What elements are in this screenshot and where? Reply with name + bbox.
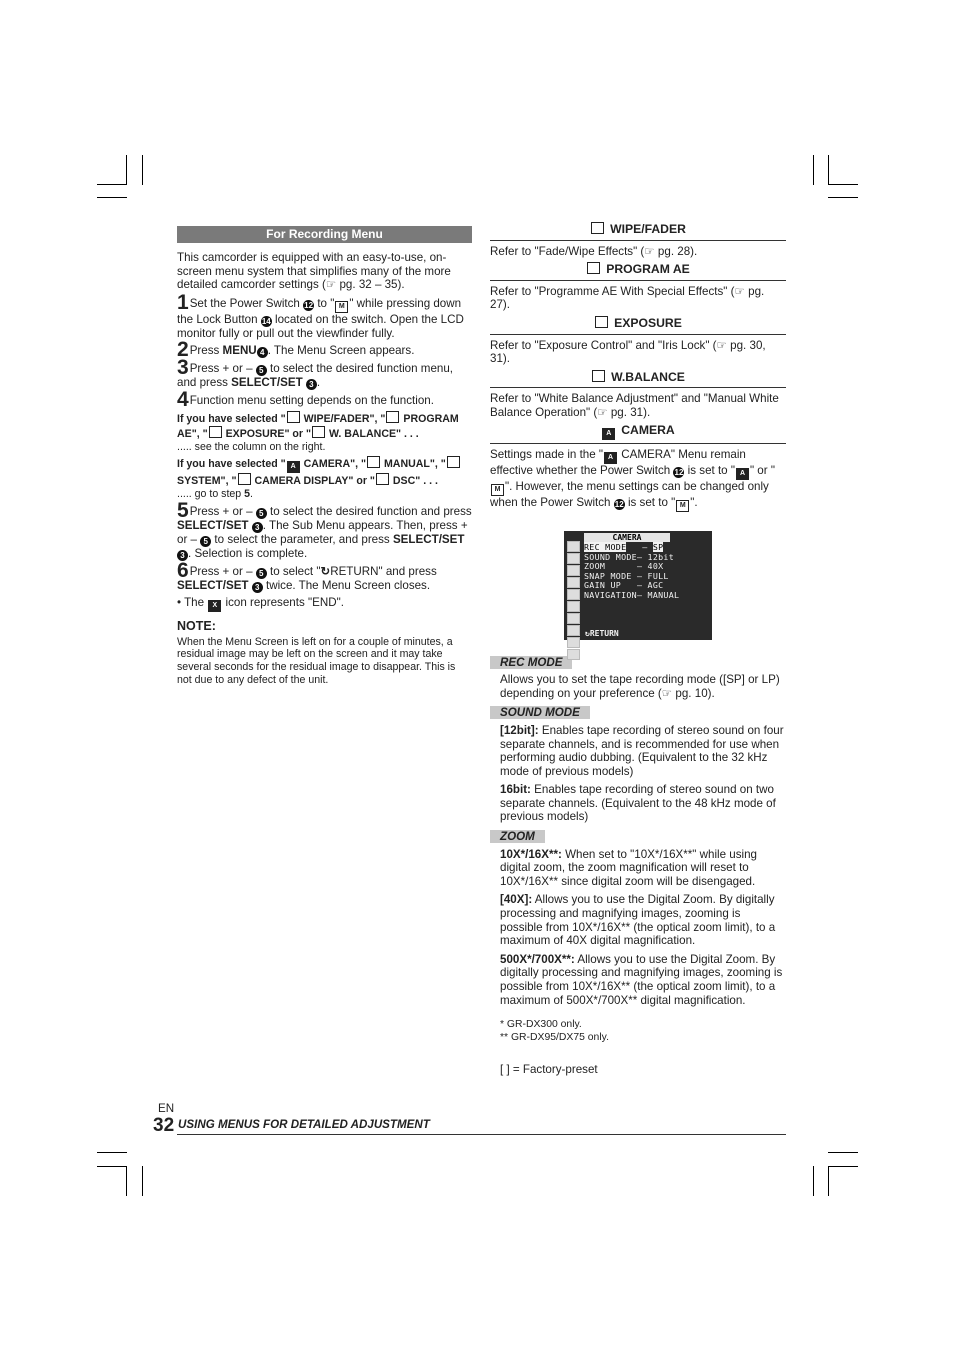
note-text: If you have selected " — [177, 412, 286, 425]
sound-16bit-body — [500, 783, 786, 824]
option-label: 500X*/700X**: — [500, 952, 575, 966]
crop-mark — [126, 1166, 127, 1196]
reference-icon: ☞ — [734, 284, 745, 298]
wipe-fader-icon — [287, 411, 300, 423]
callout-3-icon: 3 — [252, 522, 263, 533]
return-arrow-icon: ↻ — [585, 629, 590, 638]
reference-icon: ☞ — [716, 338, 727, 352]
step-text: Press — [189, 344, 223, 358]
option-label: 10X*/16X**: — [500, 847, 562, 861]
callout-12-icon: 12 — [674, 467, 684, 477]
step-4 — [177, 388, 472, 412]
heading-text: EXPOSURE — [614, 315, 682, 330]
lcd-menu-screen — [564, 531, 712, 640]
callout-5-icon: 5 — [256, 568, 267, 579]
lcd-row-sound-mode: SOUND MODE– 12bit — [584, 551, 675, 562]
step-number: 2 — [177, 338, 189, 362]
body-text: Settings made in the " — [490, 447, 604, 461]
crop-mark — [828, 155, 829, 185]
body-text: Enables tape recording of stereo sound on four separate channels, and is recommended for use when performing audio dubbing. (Equivalent to the 32 kHz mode of previous models) — [500, 723, 784, 778]
step-text: to " — [314, 296, 335, 310]
note-text: WIPE/FADER", " — [300, 412, 386, 425]
crop-mark — [828, 1166, 858, 1167]
end-icon — [567, 649, 580, 660]
lcd-row-separator: – — [626, 542, 653, 552]
camera-icon: A — [287, 461, 300, 473]
system-icon — [447, 456, 460, 468]
wipe-fader-heading — [490, 222, 786, 241]
note-text: CAMERA DISPLAY" or " — [251, 475, 375, 488]
menu-button-label: MENU — [222, 344, 257, 358]
crop-mark — [97, 184, 127, 185]
callout-3-icon: 3 — [177, 550, 188, 561]
step-text: . The Sub Menu appears. Then, press + or – — [177, 518, 468, 546]
dsc-icon — [567, 637, 580, 648]
white-balance-icon — [592, 370, 605, 382]
lcd-row-rec-mode-value: SP — [652, 542, 664, 552]
footer-section-title: USING MENUS FOR DETAILED ADJUSTMENT — [178, 1118, 430, 1131]
program-ae-icon — [386, 411, 399, 423]
callout-3-icon: 3 — [252, 582, 263, 593]
body-text: pg. 27). — [490, 284, 765, 312]
note-text: MANUAL", " — [381, 458, 446, 471]
sound-mode-subheading: SOUND MODE — [490, 706, 590, 719]
right-column — [490, 222, 786, 1080]
callout-4-icon: 4 — [257, 347, 268, 358]
footer-rule — [177, 1134, 786, 1135]
wipe-fader-icon — [591, 222, 604, 234]
option-label: [40X]: — [500, 893, 533, 907]
reference-icon: ☞ — [644, 244, 655, 258]
end-icon-bullet — [177, 596, 472, 612]
lcd-row-gain-up: GAIN UP – AGC — [584, 580, 664, 591]
body-text: pg. 10). — [672, 686, 715, 700]
body-text: ". — [690, 495, 698, 509]
step-text: " while pressing down the Lock Button — [177, 296, 462, 326]
footnote-2: ** GR-DX95/DX75 only. — [500, 1031, 609, 1043]
step-number: 5 — [177, 498, 189, 522]
select-set-label: SELECT/SET — [231, 376, 303, 390]
callout-5-icon: 5 — [200, 536, 211, 547]
wipe-fader-icon — [567, 541, 580, 552]
step-number: 1 — [177, 290, 189, 314]
callout-14-icon: 14 — [261, 316, 271, 326]
option-label: 16bit: — [500, 783, 531, 797]
heading-text: W.BALANCE — [611, 369, 685, 384]
step-text: Function menu setting depends on the function. — [189, 394, 434, 408]
step-text: Press + or – — [189, 504, 256, 518]
section-title-recording-menu: For Recording Menu — [177, 226, 472, 243]
callout-5-icon: 5 — [256, 365, 267, 376]
step-3 — [177, 356, 472, 390]
camera-display-icon — [238, 473, 251, 485]
body-text: is set to " — [684, 463, 735, 477]
camera-icon: A — [604, 452, 617, 464]
program-ae-icon — [587, 262, 600, 274]
body-text: pg. 28). — [654, 244, 698, 258]
left-column — [177, 226, 472, 691]
crop-mark — [126, 155, 127, 185]
step-text: . Selection is complete. — [188, 546, 308, 560]
lcd-icon-sidebar — [567, 541, 579, 661]
camera-display-icon — [567, 625, 580, 636]
note-text: PROGRAM AE", " — [177, 412, 459, 440]
program-ae-icon — [567, 553, 580, 564]
note-text: ..... go to step — [177, 488, 245, 501]
note-text: ..... see the column on the right. — [177, 440, 326, 453]
crop-mark — [828, 1166, 829, 1196]
option-label: [12bit]: — [500, 723, 539, 737]
crop-mark — [828, 197, 858, 198]
body-text: " or " — [749, 463, 775, 477]
selection-note-2 — [177, 456, 472, 501]
step-reference: 5 — [244, 488, 251, 501]
system-icon — [567, 613, 580, 624]
step-text: Press + or – — [189, 564, 256, 578]
crop-mark — [828, 184, 858, 185]
heading-text: PROGRAM AE — [606, 262, 690, 277]
program-ae-body — [490, 285, 786, 312]
camera-heading — [490, 424, 786, 444]
lcd-header: CAMERA — [584, 533, 670, 542]
body-text: Allows you to set the tape recording mode ([SP] or LP) depending on your preference ( — [500, 673, 780, 700]
manual-icon — [567, 601, 580, 612]
step-text: twice. The Menu Screen closes. — [262, 578, 431, 592]
crop-mark — [142, 1166, 143, 1196]
manual-mode-icon: M — [335, 301, 348, 313]
auto-mode-icon: A — [736, 468, 749, 480]
lcd-row-snap-mode: SNAP MODE – FULL — [584, 570, 669, 581]
footnote-1: * GR-DX300 only. — [500, 1019, 582, 1031]
white-balance-body — [490, 392, 786, 419]
crop-mark — [97, 197, 127, 198]
callout-12-icon: 12 — [304, 300, 314, 310]
step-1 — [177, 290, 472, 341]
step-text: . — [316, 376, 321, 390]
step-text: to select the desired function menu, and press — [177, 362, 454, 390]
lcd-row-zoom: ZOOM – 40X — [584, 561, 664, 572]
white-balance-icon — [567, 577, 580, 588]
step-text: . The Menu Screen appears. — [267, 344, 415, 358]
select-set-label: SELECT/SET — [392, 532, 465, 546]
note-text: . — [250, 488, 253, 501]
crop-mark — [828, 1152, 858, 1153]
crop-mark — [97, 1152, 127, 1153]
step-text: to select the parameter, and press — [211, 532, 393, 546]
step-text: Press + or – — [189, 362, 256, 376]
exposure-heading — [490, 316, 786, 335]
note-text: EXPOSURE" or " — [222, 427, 311, 440]
factory-preset-note: [ ] = Factory-preset — [500, 1062, 598, 1076]
select-set-label: SELECT/SET — [177, 518, 249, 532]
language-label: EN — [158, 1102, 175, 1115]
note-text: SYSTEM", " — [177, 475, 237, 488]
step-text: located on the switch. Open the LCD monitor fully or pull out the viewfinder fully. — [177, 312, 464, 340]
select-set-label: SELECT/SET — [177, 578, 249, 592]
intro-text: pg. 32 – 35). — [336, 278, 405, 292]
step-text: Set the Power Switch — [189, 296, 304, 310]
dsc-icon — [376, 473, 389, 485]
exposure-icon — [595, 316, 608, 328]
selection-note-1 — [177, 411, 472, 453]
rec-mode-subheading: REC MODE — [490, 656, 572, 669]
step-number: 6 — [177, 558, 189, 582]
white-balance-icon — [312, 426, 325, 438]
reference-icon: ☞ — [325, 278, 337, 292]
note-text: DSC" . . . — [389, 475, 438, 488]
exposure-icon — [567, 565, 580, 576]
intro-paragraph — [177, 251, 472, 292]
end-icon: X — [208, 600, 221, 612]
step-5 — [177, 498, 472, 561]
lcd-return-item — [585, 629, 619, 638]
bullet-text: icon represents "END". — [222, 595, 344, 609]
body-text: Allows you to use the Digital Zoom. By digitally processing and magnifying images, zooming is possible from 10X*/16X** (the optical zoom limit), to a maximum of 500X*/700X** digital magnification. — [500, 952, 783, 1007]
step-number: 4 — [177, 388, 189, 412]
rec-mode-body — [500, 673, 786, 700]
body-text: Refer to "Fade/Wipe Effects" ( — [490, 244, 645, 258]
reference-icon: ☞ — [661, 686, 673, 700]
white-balance-heading — [490, 370, 786, 389]
camera-icon: A — [602, 428, 615, 440]
body-text: Refer to "Exposure Control" and "Iris Lock" ( — [490, 338, 717, 352]
crop-mark — [813, 1166, 814, 1196]
manual-mode-icon: M — [491, 484, 504, 496]
body-text: Allows you to use the Digital Zoom. By digitally processing and magnifying images, zooming is possible from 10X*/16X** (the optical zoom limit), to a maximum of 40X digital magnification. — [500, 893, 776, 948]
step-text: to select " — [266, 564, 321, 578]
heading-text: WIPE/FADER — [610, 222, 686, 236]
zoom-option-1 — [500, 848, 786, 889]
camera-body — [490, 448, 786, 512]
crop-mark — [97, 1166, 127, 1167]
step-6 — [177, 558, 472, 593]
body-text: is set to " — [624, 495, 676, 509]
reference-icon: ☞ — [597, 405, 608, 419]
zoom-subheading: ZOOM — [490, 830, 545, 843]
body-text: Refer to "White Balance Adjustment" and "Manual White Balance Operation" ( — [490, 392, 779, 419]
body-text: Enables tape recording of stereo sound on two separate channels. (Equivalent to the 48 kHz mode of previous models) — [500, 783, 776, 824]
crop-mark — [142, 155, 143, 185]
note-text: W. BALANCE" . . . — [326, 427, 419, 440]
callout-3-icon: 3 — [306, 379, 317, 390]
step-text: to select the desired function and press — [266, 504, 472, 518]
body-text: pg. 30, 31). — [490, 338, 766, 366]
crop-mark — [813, 155, 814, 185]
page-number: 32 — [153, 1115, 175, 1136]
step-2 — [177, 338, 472, 362]
note-text: CAMERA", " — [300, 458, 367, 471]
exposure-icon — [209, 426, 222, 438]
note-body: When the Menu Screen is left on for a couple of minutes, a residual image may be left on the screen and it may take several seconds for the residual image to disappear. This is not due to any defect of the unit. — [177, 635, 456, 686]
note-text: If you have selected " — [177, 458, 286, 471]
note-heading: NOTE: — [177, 618, 216, 633]
lcd-menu-rows — [584, 543, 679, 601]
sound-12bit-body — [500, 724, 786, 778]
step-text: RETURN" and press — [330, 564, 437, 578]
body-text: When set to "10X*/16X**" while using digital zoom, the zoom magnification will reset to 10X*/16X** since digital zoom will be disengaged. — [500, 847, 758, 888]
lcd-row-rec-mode: REC MODE — [584, 542, 627, 552]
lcd-row-navigation: NAVIGATION– MANUAL — [584, 589, 680, 600]
camera-icon — [567, 589, 580, 600]
bullet-text: • The — [177, 595, 208, 609]
manual-icon — [367, 456, 380, 468]
callout-5-icon: 5 — [256, 508, 267, 519]
program-ae-heading — [490, 262, 786, 281]
callout-12-icon: 12 — [614, 499, 624, 509]
intro-text: This camcorder is equipped with an easy-to-use, on-screen menu system that simplifies many of the more detailed camcorder settings ( — [177, 251, 451, 292]
body-text: pg. 31). — [607, 405, 651, 419]
manual-mode-icon: M — [676, 500, 689, 512]
body-text: CAMERA" Menu remain effective whether the Power Switch — [490, 447, 746, 477]
wipe-fader-body — [490, 245, 786, 259]
zoom-option-3 — [500, 953, 786, 1007]
heading-text: CAMERA — [621, 422, 675, 437]
zoom-option-2 — [500, 893, 786, 947]
body-text: Refer to "Programme AE With Special Effects" ( — [490, 284, 735, 298]
exposure-body — [490, 339, 786, 366]
lcd-return-label: RETURN — [589, 629, 619, 638]
return-arrow-icon: ↻ — [320, 564, 331, 578]
body-text: ". However, the menu settings can be changed only when the Power Switch — [490, 479, 769, 509]
step-number: 3 — [177, 356, 189, 380]
